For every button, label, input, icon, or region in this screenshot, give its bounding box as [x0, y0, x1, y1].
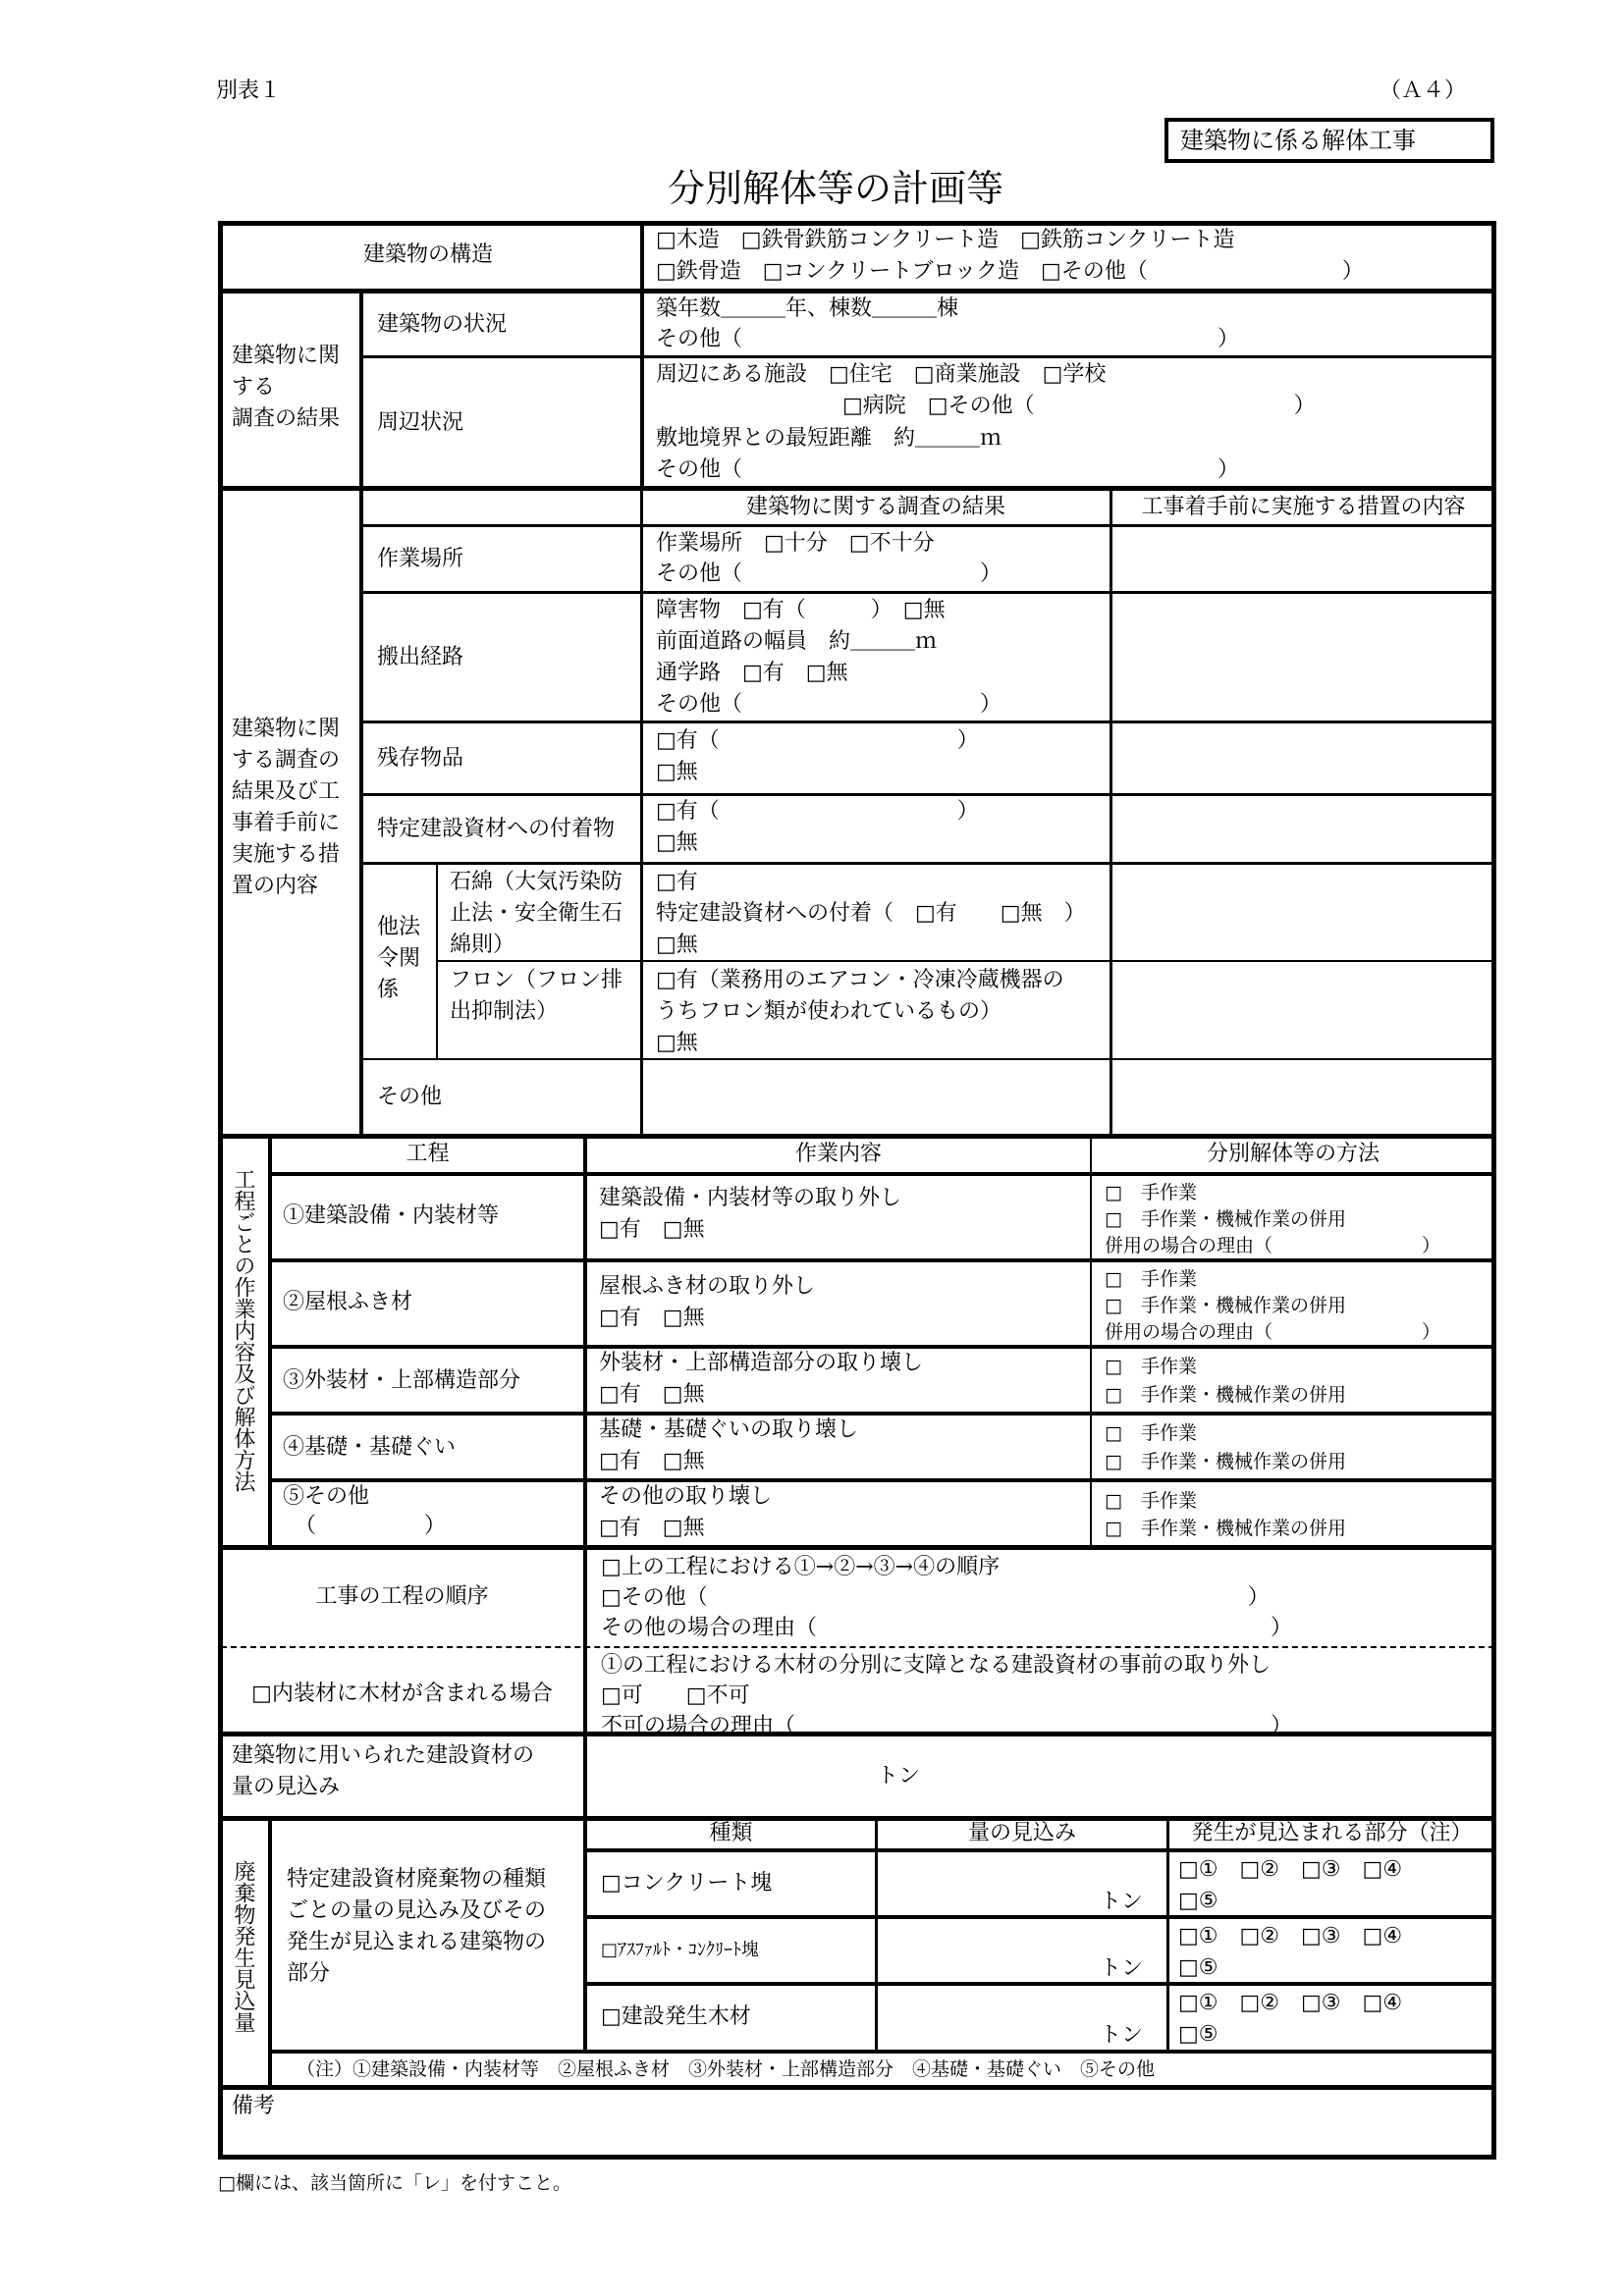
col-waste-amount: 量の見込み [967, 1821, 1076, 1845]
structure-options-line1[interactable]: □木造 □鉄骨鉄筋コンクリート造 □鉄筋コンクリート造 [656, 228, 1235, 252]
surroundings-other[interactable]: その他（ ） [656, 457, 1240, 482]
process-1-work-options[interactable]: □有 □無 [599, 1217, 705, 1242]
col-pre-work-measures: 工事着手前に実施する措置の内容 [1141, 495, 1466, 519]
order-other-reason[interactable]: その他の場合の理由（ ） [601, 1616, 1293, 1640]
measures-other-label: その他 [377, 1085, 443, 1109]
order-other[interactable]: □その他（ ） [601, 1585, 1270, 1610]
surroundings-facilities[interactable]: 周辺にある施設 □住宅 □商業施設 □学校 [656, 362, 1107, 387]
material-estimate-label-1: 建築物に用いられた建設資材の [232, 1743, 535, 1768]
other-laws-label-1: 他法 [377, 915, 421, 939]
freon-label-1: フロン（フロン排 [450, 968, 623, 992]
asbestos-label-3: 綿則） [450, 933, 515, 957]
process-2-work-options[interactable]: □有 □無 [599, 1306, 705, 1330]
col-waste-part: 発生が見込まれる部分（注） [1191, 1821, 1473, 1845]
process-5-work-options[interactable]: □有 □無 [599, 1516, 705, 1540]
process-1-method-reason[interactable]: 併用の場合の理由（ ） [1105, 1235, 1441, 1256]
wood-reason[interactable]: 不可の場合の理由（ ） [601, 1714, 1293, 1738]
wood-options[interactable]: □可 □不可 [601, 1683, 750, 1708]
survey-group-label-3: 調査の結果 [232, 406, 341, 431]
work-site-options[interactable]: 作業場所 □十分 □不十分 [656, 531, 935, 556]
process-4-work-options[interactable]: □有 □無 [599, 1449, 705, 1473]
footer-note: □欄には、該当箇所に「レ」を付すこと。 [218, 2172, 571, 2194]
waste-type-wood[interactable]: □建設発生木材 [601, 2004, 751, 2029]
process-3-method-manual[interactable]: □ 手作業 [1105, 1356, 1197, 1377]
waste-unit-concrete: トン [1100, 1890, 1144, 1914]
freon-no[interactable]: □無 [656, 1031, 698, 1055]
asbestos-attachment[interactable]: 特定建設資材への付着（ □有 □無 ） [656, 901, 1086, 926]
waste-parts-concrete-2[interactable]: □⑤ [1178, 1889, 1218, 1913]
paper-size: （Ａ４） [1380, 79, 1467, 103]
process-1-method-manual[interactable]: □ 手作業 [1105, 1182, 1197, 1203]
process-2-method-reason[interactable]: 併用の場合の理由（ ） [1105, 1321, 1441, 1343]
measures-group-label-2: する調査の [232, 748, 341, 773]
surroundings-facilities-2[interactable]: □病院 □その他（ ） [842, 394, 1316, 418]
category-box [1164, 118, 1494, 163]
waste-desc-4: 部分 [287, 1961, 331, 1986]
form-number: 別表１ [216, 79, 282, 103]
process-4-work: 基礎・基礎ぐいの取り壊し [599, 1417, 859, 1442]
remaining-items-no[interactable]: □無 [656, 760, 698, 784]
col-waste-type: 種類 [709, 1821, 753, 1845]
waste-parts-asphalt-1[interactable]: □① □② □③ □④ [1178, 1924, 1403, 1949]
waste-parts-asphalt-2[interactable]: □⑤ [1178, 1955, 1218, 1980]
structure-label: 建築物の構造 [363, 242, 494, 267]
process-1-label: ①建築設備・内装材等 [283, 1203, 500, 1228]
building-status-label: 建築物の状況 [377, 312, 508, 337]
process-side-label: 工程ごとの作業内容及び解体方法 [231, 1168, 255, 1492]
wood-label[interactable]: □内装材に木材が含まれる場合 [251, 1682, 553, 1706]
asbestos-label-1: 石綿（大気汚染防 [450, 870, 623, 894]
work-site-label: 作業場所 [377, 547, 464, 571]
waste-unit-asphalt: トン [1100, 1956, 1144, 1981]
haul-route-other[interactable]: その他（ ） [656, 692, 1002, 717]
process-2-method-manual[interactable]: □ 手作業 [1105, 1268, 1197, 1290]
other-laws-label-3: 係 [377, 978, 400, 1002]
attachments-yes[interactable]: □有（ ） [656, 799, 979, 824]
process-2-label: ②屋根ふき材 [283, 1290, 413, 1314]
col-method: 分別解体等の方法 [1206, 1142, 1380, 1166]
process-5-method-combined[interactable]: □ 手作業・機械作業の併用 [1105, 1518, 1346, 1539]
waste-unit-wood: トン [1100, 2023, 1144, 2048]
measures-group-label-4: 事着手前に [232, 811, 341, 835]
material-estimate-label-2: 量の見込み [232, 1775, 341, 1799]
other-laws-label-2: 令関 [377, 946, 421, 971]
waste-desc-1: 特定建設資材廃棄物の種類 [287, 1867, 547, 1892]
waste-parts-concrete-1[interactable]: □① □② □③ □④ [1178, 1857, 1403, 1882]
building-status-other[interactable]: その他（ ） [656, 327, 1240, 351]
asbestos-yes[interactable]: □有 [656, 870, 698, 894]
building-age-field[interactable]: 築年数＿＿＿年、棟数＿＿＿棟 [656, 296, 959, 321]
waste-parts-wood-2[interactable]: □⑤ [1178, 2022, 1218, 2047]
material-estimate-unit[interactable]: トン [877, 1764, 921, 1789]
waste-parts-wood-1[interactable]: □① □② □③ □④ [1178, 1991, 1403, 2015]
process-2-work: 屋根ふき材の取り外し [599, 1274, 816, 1299]
wood-desc: ①の工程における木材の分別に支障となる建設資材の事前の取り外し [601, 1653, 1272, 1678]
measures-group-label-3: 結果及び工 [232, 779, 341, 804]
boundary-distance-field[interactable]: 敷地境界との最短距離 約＿＿＿ｍ [656, 426, 1002, 451]
waste-desc-3: 発生が見込まれる建築物の [287, 1930, 547, 1954]
attachments-label: 特定建設資材への付着物 [377, 817, 616, 841]
freon-yes[interactable]: □有（業務用のエアコン・冷凍冷蔵機器の [656, 968, 1064, 992]
waste-type-concrete[interactable]: □コンクリート塊 [601, 1871, 773, 1896]
waste-side-label: 廃棄物発生見込量 [231, 1860, 255, 2033]
remaining-items-label: 残存物品 [377, 746, 464, 771]
process-1-method-combined[interactable]: □ 手作業・機械作業の併用 [1105, 1208, 1346, 1230]
haul-route-label: 搬出経路 [377, 645, 464, 669]
order-label: 工事の工程の順序 [315, 1584, 489, 1609]
process-4-method-combined[interactable]: □ 手作業・機械作業の併用 [1105, 1451, 1346, 1472]
category-label: 建築物に係る解体工事 [1180, 127, 1416, 154]
order-standard[interactable]: □上の工程における①→②→③→④の順序 [601, 1555, 1001, 1579]
work-site-other[interactable]: その他（ ） [656, 561, 1002, 586]
surroundings-label: 周辺状況 [377, 410, 464, 435]
structure-options-line2[interactable]: □鉄骨造 □コンクリートブロック造 □その他（ ） [656, 259, 1364, 284]
remarks-label: 備考 [232, 2094, 276, 2118]
freon-desc: うちフロン類が使われているもの） [656, 999, 1002, 1024]
page-title: 分別解体等の計画等 [668, 167, 1004, 210]
process-5-label: ⑤その他 [283, 1484, 370, 1509]
process-1-work: 建築設備・内装材等の取り外し [599, 1186, 902, 1210]
survey-group-label-2: する [232, 375, 276, 400]
road-width-field[interactable]: 前面道路の幅員 約＿＿＿ｍ [656, 629, 938, 654]
asbestos-no[interactable]: □無 [656, 933, 698, 957]
col-survey-result: 建築物に関する調査の結果 [745, 495, 1005, 519]
waste-note: （注）①建築設備・内装材等 ②屋根ふき材 ③外装材・上部構造部分 ④基礎・基礎ぐい ⑤その他 [297, 2058, 1156, 2080]
remarks-field[interactable] [223, 2120, 1491, 2156]
measures-group-label-1: 建築物に関 [232, 717, 341, 741]
attachments-no[interactable]: □無 [656, 830, 698, 855]
process-3-label: ③外装材・上部構造部分 [283, 1368, 521, 1393]
process-5-other-field[interactable]: （ ） [295, 1514, 447, 1538]
survey-group-label-1: 建築物に関 [232, 344, 341, 368]
process-5-method-manual[interactable]: □ 手作業 [1105, 1490, 1197, 1512]
col-process: 工程 [406, 1142, 450, 1166]
process-3-work: 外装材・上部構造部分の取り壊し [599, 1351, 924, 1375]
waste-type-asphalt[interactable]: □ｱｽﾌｧﾙﾄ・ｺﾝｸﾘｰﾄ塊 [601, 1940, 760, 1960]
process-3-work-options[interactable]: □有 □無 [599, 1382, 705, 1407]
asbestos-label-2: 止法・安全衛生石 [450, 901, 623, 926]
process-3-method-combined[interactable]: □ 手作業・機械作業の併用 [1105, 1384, 1346, 1406]
obstacle-options[interactable]: 障害物 □有（ ） □無 [656, 598, 946, 622]
waste-desc-2: ごとの量の見込み及びその [287, 1898, 547, 1923]
remaining-items-yes[interactable]: □有（ ） [656, 728, 979, 753]
col-work: 作業内容 [794, 1142, 882, 1166]
process-2-method-combined[interactable]: □ 手作業・機械作業の併用 [1105, 1295, 1346, 1316]
process-5-work: その他の取り壊し [599, 1484, 773, 1509]
measures-group-label-6: 置の内容 [232, 874, 319, 898]
process-4-label: ④基礎・基礎ぐい [283, 1435, 457, 1460]
measures-group-label-5: 実施する措 [232, 842, 341, 867]
freon-label-2: 出抑制法） [450, 999, 559, 1024]
process-4-method-manual[interactable]: □ 手作業 [1105, 1422, 1197, 1444]
school-route-options[interactable]: 通学路 □有 □無 [656, 661, 848, 685]
